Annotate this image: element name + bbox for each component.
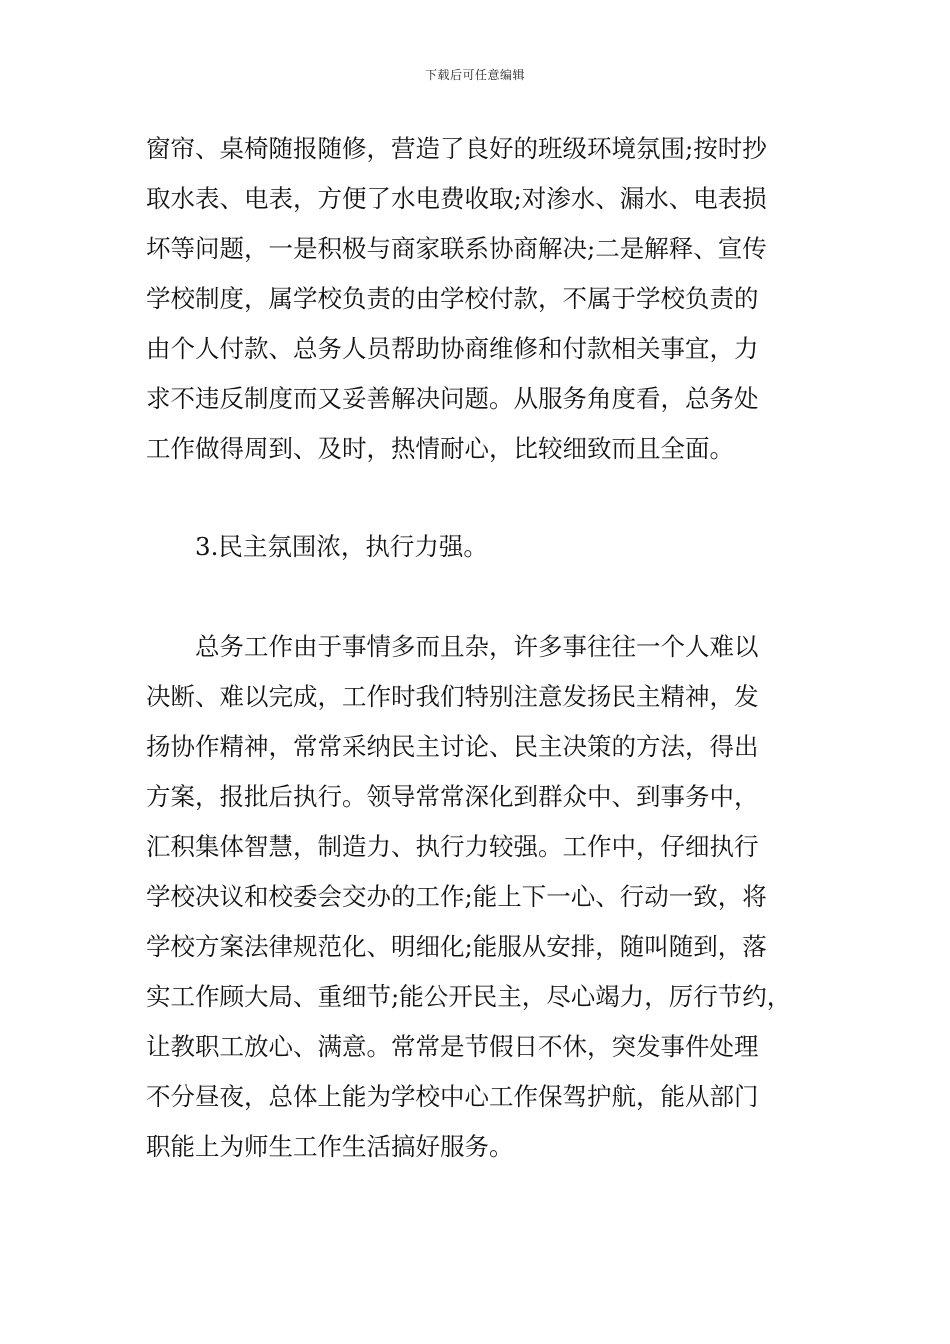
- paragraph-democracy: [146, 622, 816, 1172]
- text-line: 决断、难以完成，工作时我们特别注意发扬民主精神，发: [146, 682, 759, 711]
- text-line: 学校方案法律规范化、明细化;能服从安排，随叫随到，落: [146, 932, 767, 961]
- text-line: 扬协作精神，常常采纳民主讨论、民主决策的方法，得出: [146, 732, 759, 761]
- text-line: 学校制度，属学校负责的由学校付款，不属于学校负责的: [146, 284, 759, 313]
- text-line: 实工作顾大局、重细节;能公开民主，尽心竭力，厉行节约，: [146, 982, 792, 1011]
- text-line: 3.民主氛围浓，执行力强。: [195, 532, 488, 561]
- text-line: 让教职工放心、满意。常常是节假日不休，突发事件处理: [146, 1032, 759, 1061]
- paragraph-service: [146, 124, 816, 474]
- text-line: 学校决议和校委会交办的工作;能上下一心、行动一致，将: [146, 882, 767, 911]
- text-line: 窗帘、桌椅随报随修，营造了良好的班级环境氛围;按时抄: [146, 134, 767, 163]
- text-line: 求不违反制度而又妥善解决问题。从服务角度看，总务处: [146, 384, 759, 413]
- text-line: 汇积集体智慧，制造力、执行力较强。工作中，仔细执行: [146, 832, 759, 861]
- text-line: 方案，报批后执行。领导常常深化到群众中、到事务中，: [146, 782, 759, 811]
- section-heading: [146, 522, 816, 572]
- text-line: 总务工作由于事情多而且杂，许多事往往一个人难以: [195, 632, 759, 661]
- text-line: 职能上为师生工作生活搞好服务。: [146, 1132, 514, 1161]
- text-line: 工作做得周到、及时，热情耐心，比较细致而且全面。: [146, 434, 734, 463]
- text-line: 取水表、电表，方便了水电费收取;对渗水、漏水、电表损: [146, 184, 767, 213]
- text-line: 坏等问题，一是积极与商家联系协商解决;二是解释、宣传: [146, 234, 767, 263]
- page-header: 下载后可任意编辑: [424, 68, 525, 82]
- text-line: 由个人付款、总务人员帮助协商维修和付款相关事宜，力: [146, 334, 759, 363]
- text-line: 不分昼夜，总体上能为学校中心工作保驾护航，能从部门: [146, 1082, 759, 1111]
